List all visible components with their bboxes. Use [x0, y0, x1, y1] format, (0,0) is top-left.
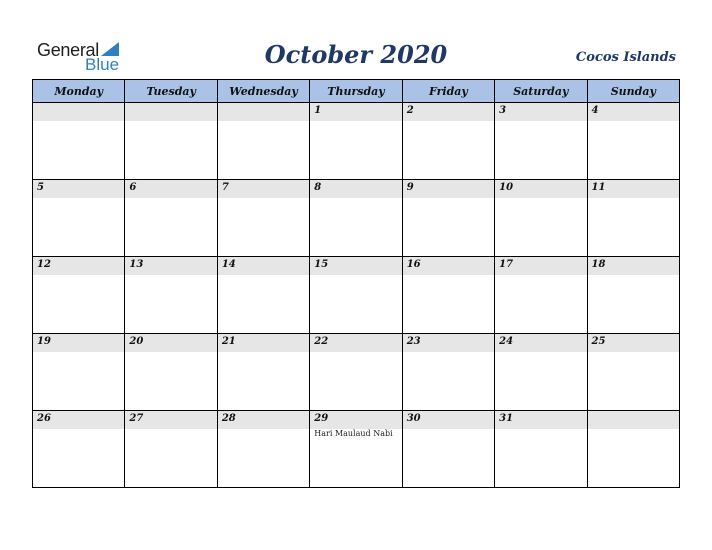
weekday-header-row [33, 80, 680, 103]
day-cell[interactable] [217, 334, 309, 411]
day-number-bar [125, 257, 216, 275]
day-number: 4 [591, 105, 599, 116]
day-number-bar [33, 103, 124, 121]
weekday-header-wednesday: Wednesday [217, 80, 309, 103]
day-number-bar [218, 411, 309, 429]
day-number: 25 [591, 336, 606, 347]
day-number-bar [33, 180, 124, 198]
day-number: 1 [314, 105, 322, 116]
day-number-bar [403, 180, 494, 198]
day-cell[interactable] [33, 334, 125, 411]
calendar-title: October 2020 [264, 40, 448, 69]
day-number: 8 [314, 182, 322, 193]
day-cell[interactable] [495, 334, 587, 411]
day-number-bar [495, 103, 586, 121]
day-cell[interactable] [33, 103, 125, 180]
day-number-bar [33, 411, 124, 429]
day-number-bar [403, 411, 494, 429]
day-number-bar [588, 103, 679, 121]
day-number: 15 [314, 259, 329, 270]
day-number-bar [125, 103, 216, 121]
day-cell[interactable] [402, 103, 494, 180]
day-number: 28 [221, 413, 236, 424]
day-cell[interactable] [587, 257, 679, 334]
week-row [33, 411, 680, 488]
day-number: 17 [499, 259, 514, 270]
day-cell[interactable] [495, 257, 587, 334]
day-number-bar [403, 334, 494, 352]
day-number-bar [33, 334, 124, 352]
region-name: Cocos Islands [575, 50, 676, 65]
day-number-bar [495, 334, 586, 352]
day-number-bar [218, 257, 309, 275]
day-cell[interactable] [217, 103, 309, 180]
day-cell[interactable] [217, 411, 309, 488]
day-number-bar [125, 411, 216, 429]
day-number: 26 [37, 413, 51, 424]
day-cell[interactable] [495, 103, 587, 180]
day-number-bar [125, 180, 216, 198]
day-number: 19 [37, 336, 51, 347]
day-number: 22 [314, 336, 329, 347]
day-number-bar [588, 180, 679, 198]
day-number-bar [310, 180, 401, 198]
logo-triangle-icon [101, 42, 119, 56]
day-cell[interactable] [125, 180, 217, 257]
day-number: 24 [499, 336, 514, 347]
weekday-header-sunday: Sunday [587, 80, 679, 103]
day-number: 6 [129, 182, 137, 193]
day-number: 9 [406, 182, 414, 193]
day-number: 21 [221, 336, 236, 347]
day-cell[interactable] [310, 257, 402, 334]
day-number-bar [218, 334, 309, 352]
day-number-bar [310, 334, 401, 352]
day-cell[interactable] [125, 411, 217, 488]
week-row [33, 334, 680, 411]
day-cell[interactable] [587, 180, 679, 257]
day-number-bar [218, 103, 309, 121]
day-cell[interactable] [402, 334, 494, 411]
day-number-bar [310, 257, 401, 275]
day-cell[interactable] [217, 257, 309, 334]
weekday-header-friday: Friday [402, 80, 494, 103]
weekday-header-monday: Monday [33, 80, 125, 103]
day-number: 10 [499, 182, 514, 193]
day-number-bar [218, 180, 309, 198]
day-cell[interactable] [402, 411, 494, 488]
day-number-bar [588, 257, 679, 275]
day-number: 23 [406, 336, 421, 347]
day-cell[interactable] [310, 334, 402, 411]
logo-text-general: General [37, 40, 99, 60]
day-cell[interactable] [587, 103, 679, 180]
day-number-bar [403, 257, 494, 275]
day-cell[interactable] [125, 334, 217, 411]
day-cell[interactable] [402, 257, 494, 334]
day-cell[interactable] [33, 180, 125, 257]
day-cell[interactable] [33, 411, 125, 488]
day-cell[interactable] [125, 257, 217, 334]
day-number: 18 [591, 259, 606, 270]
month-calendar [32, 79, 680, 488]
day-cell[interactable] [587, 411, 679, 488]
day-cell[interactable] [217, 180, 309, 257]
day-cell[interactable] [125, 103, 217, 180]
day-number: 20 [129, 336, 144, 347]
day-number: 7 [221, 182, 229, 193]
day-number: 31 [499, 413, 514, 424]
day-number: 14 [221, 259, 236, 270]
day-cell[interactable] [495, 411, 587, 488]
day-number-bar [495, 257, 586, 275]
day-number: 29 [314, 413, 329, 424]
day-number-bar [588, 334, 679, 352]
logo-text-blue: Blue [85, 55, 120, 74]
week-row [33, 103, 680, 180]
day-number-bar [495, 411, 586, 429]
day-number: 16 [406, 259, 421, 270]
day-number: 12 [37, 259, 51, 270]
day-number: 5 [37, 182, 44, 193]
day-number-bar [33, 257, 124, 275]
weekday-header-tuesday: Tuesday [125, 80, 217, 103]
day-number: 30 [406, 413, 421, 424]
day-cell[interactable] [495, 180, 587, 257]
day-cell[interactable] [310, 411, 402, 488]
day-number-bar [310, 103, 401, 121]
week-row [33, 257, 680, 334]
day-number: 27 [129, 413, 144, 424]
day-number: 13 [129, 259, 144, 270]
day-cell[interactable] [310, 103, 402, 180]
holiday-event: Hari Maulaud Nabi [314, 429, 393, 438]
week-row [33, 180, 680, 257]
day-number-bar [588, 411, 679, 429]
calendar-body [33, 103, 680, 488]
weekday-header-thursday: Thursday [310, 80, 402, 103]
day-cell[interactable] [587, 334, 679, 411]
day-number-bar [310, 411, 401, 429]
day-number-bar [403, 103, 494, 121]
day-cell[interactable] [402, 180, 494, 257]
day-number: 3 [499, 105, 507, 116]
day-cell[interactable] [33, 257, 125, 334]
day-number-bar [495, 180, 586, 198]
generalblue-logo [37, 40, 132, 74]
day-number-bar [125, 334, 216, 352]
day-cell[interactable] [310, 180, 402, 257]
weekday-header-saturday: Saturday [495, 80, 587, 103]
day-number: 11 [591, 182, 606, 193]
day-number: 2 [406, 105, 414, 116]
